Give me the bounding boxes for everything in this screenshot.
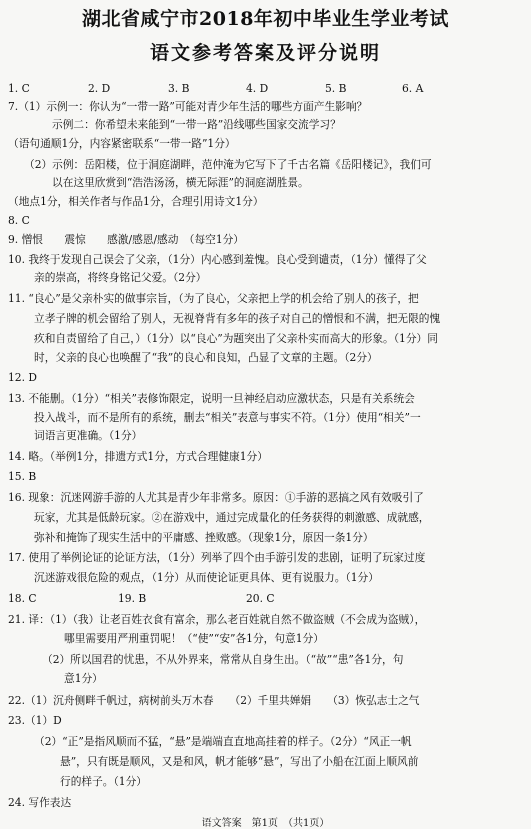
answer-line: （地点1分，相关作者与作品1分，合理引用诗文1分） (8, 195, 264, 208)
answer-item: 6. A (402, 82, 424, 95)
answer-line: （语句通顺1分，内容紧密联系“一带一路”1分） (8, 137, 236, 150)
answer-line: 24. 写作表达 (8, 796, 72, 809)
answer-line: 16. 现象：沉迷网游手游的人尤其是青少年非常多。原因：①手游的恶搞之风有效吸引了 (8, 491, 424, 504)
answer-line: 23.（1）D (8, 714, 62, 727)
answer-line: 以在这里欣赏到“浩浩汤汤，横无际涯”的洞庭湖胜景。 (52, 176, 309, 189)
answer-line: 9. 憎恨 震惊 感激/感恩/感动 （每空1分） (8, 233, 244, 246)
answer-line: 疚和自责留给了自己，）（1分）以“良心”为题突出了父亲朴实而高大的形象。（1分）同 (34, 332, 438, 345)
answer-line: 12. D (8, 371, 37, 384)
answer-line: 亲的崇高，将终身铭记父爱。（2分） (34, 271, 207, 284)
answer-item: 2. D (88, 82, 111, 95)
answer-line: 13. 不能删。（1分）“相关”表修饰限定，说明一旦神经启动应激状态，只是有关系统会 (8, 392, 415, 405)
answer-line: （2）“正”是指风顺而不猛，“悬”是端端直直地高挂着的样子。（2分）“风正一帆 (34, 735, 412, 748)
answer-line: 投入战斗，而不是所有的系统，删去“相关”表意与事实不符。（1分）使用“相关”一 (34, 411, 421, 424)
page-title: 湖北省咸宁市2018年初中毕业生学业考试 (82, 8, 449, 30)
answer-item: 3. B (168, 82, 190, 95)
answer-line: 示例二：你希望未来能到“一带一路”沿线哪些国家交流学习？ (52, 118, 341, 131)
answer-line: （2）示例：岳阳楼，位于洞庭湖畔，范仲淹为它写下了千古名篇《岳阳楼记》，我们可 (24, 158, 432, 171)
answer-line: 时，父亲的良心也唤醒了“我”的良心和良知，凸显了文章的主题。（2分） (34, 351, 378, 364)
answer-item: 4. D (246, 82, 269, 95)
answer-line: 21. 译：（1）（我）让老百姓衣食有富余，那么老百姓就自然不做盗贼（不会成为盗贼）， (8, 613, 426, 626)
answer-item: 19. B (118, 592, 147, 605)
answer-line: 意1分） (64, 672, 103, 685)
answer-line: 17. 使用了举例论证的论证方法，（1分）列举了四个由手游引发的悲剧，证明了玩家过度 (8, 551, 426, 564)
answer-line: 哪里需要用严刑重罚呢！（“使”“安”各1分，句意1分） (64, 632, 324, 645)
answer-line: 玩家，尤其是低龄玩家。②在游戏中，通过完成量化的任务获得的刺激感、成就感， (34, 511, 430, 524)
answer-line: 8. C (8, 214, 30, 227)
answer-item: 20. C (246, 592, 275, 605)
answer-line: 11. “良心”是父亲朴实的做事宗旨，（为了良心，父亲把上学的机会给了别人的孩子，把 (8, 292, 419, 305)
answer-line: 沉迷游戏很危险的观点，（1分）从而使论证更具体、更有说服力。（1分） (34, 571, 379, 584)
answer-line: 悬”，只有既是顺风，又是和风，帆才能够“悬”，写出了小船在江面上顺风前 (60, 755, 419, 768)
answer-line: 15. B (8, 470, 37, 483)
answer-line: 弥补和掩饰了现实生活中的平庸感、挫败感。（现象1分，原因一条1分） (34, 531, 374, 544)
answer-line: 10. 我终于发现自己误会了父亲，（1分）内心感到羞愧。良心受到谴责，（1分）懂得了父 (8, 253, 427, 266)
answer-line: 7.（1）示例一：你认为“一带一路”可能对青少年生活的哪些方面产生影响？ (8, 100, 368, 113)
answer-item: 18. C (8, 592, 37, 605)
answer-line: 行的样子。（1分） (60, 775, 147, 788)
answer-line: 立孝子牌的机会留给了别人，无视脊背有多年的孩子对自己的憎恨和不满，把无限的愧 (34, 312, 441, 325)
answer-line: （2）所以国君的忧患，不从外界来，常常从自身生出。（“故”“患”各1分，句 (42, 653, 404, 666)
answer-line: 22.（1）沉舟侧畔千帆过，病树前头万木春 （2）千里共婵娟 （3）恢弘志士之气 (8, 694, 420, 707)
page-subtitle: 语文参考答案及评分说明 (149, 42, 381, 64)
answer-item: 1. C (8, 82, 30, 95)
answer-item: 5. B (325, 82, 347, 95)
answer-line: 14. 略。（举例1分，排遗方式1分，方式合理健康1分） (8, 450, 268, 463)
answer-line: 词语言更准确。（1分） (34, 429, 143, 442)
page-footer: 语文答案 第1页 （共1页） (201, 818, 330, 829)
